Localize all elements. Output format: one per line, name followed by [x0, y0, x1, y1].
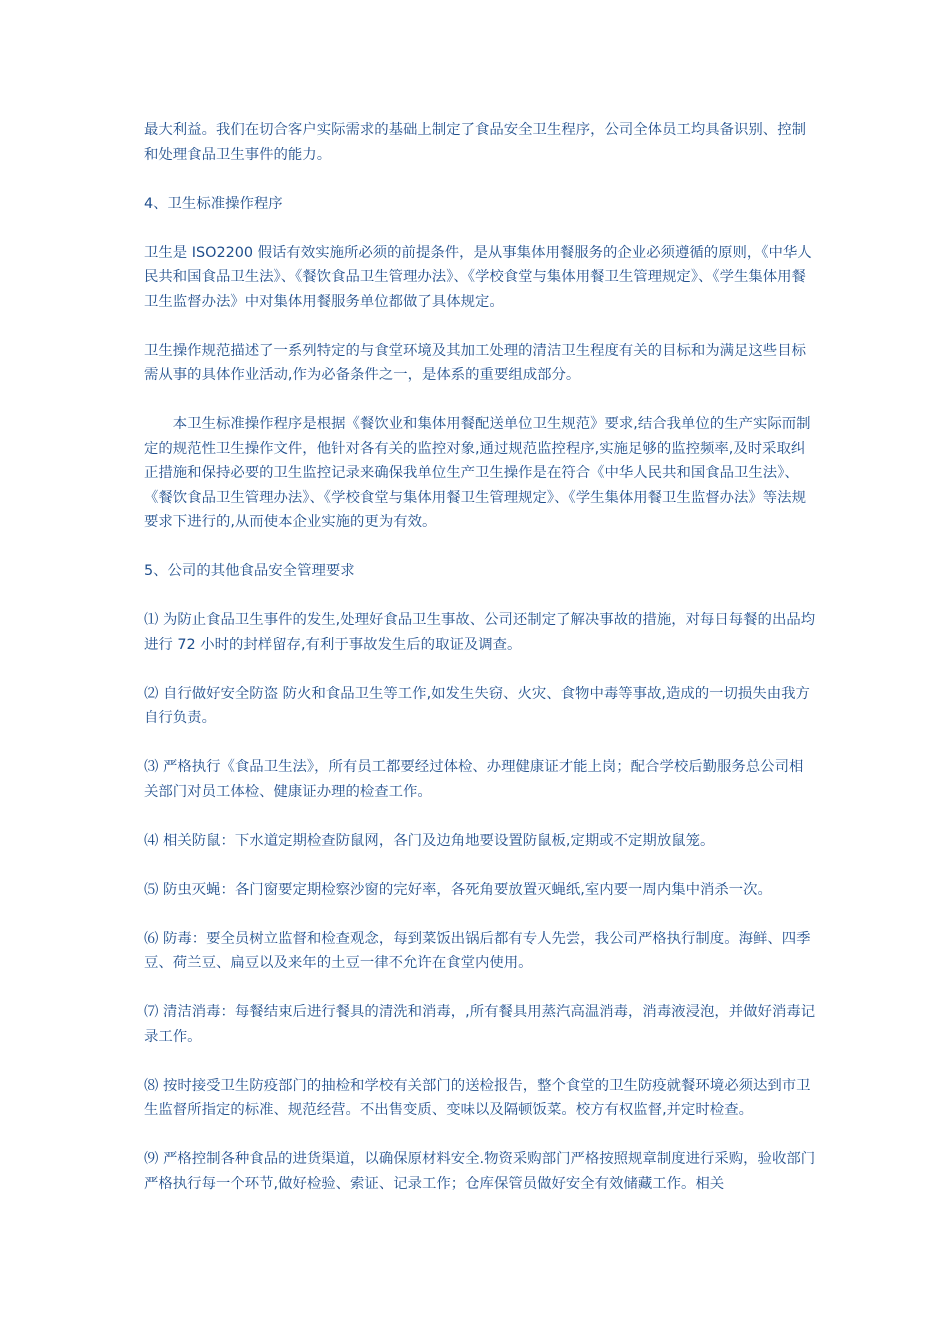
list-item-1: ⑴ 为防止食品卫生事件的发生,处理好食品卫生事故、公司还制定了解决事故的措施，对每日每餐的出品均进行 72 小时的封样留存,有利于事故发生后的取证及调查。 [144, 612, 816, 653]
section-heading-5: 5、公司的其他食品安全管理要求 [144, 563, 355, 579]
list-item-5: ⑸ 防虫灭蝇：各门窗要定期检察沙窗的完好率，各死角要放置灭蝇纸,室内要一周内集中消杀一次。 [144, 881, 772, 898]
list-item-7: ⑺ 清洁消毒：每餐结束后进行餐具的清洗和消毒，,所有餐具用蒸汽高温消毒，消毒液浸泡，并做好消毒记录工作。 [144, 1004, 816, 1045]
section-heading-4: 4、卫生标准操作程序 [144, 195, 283, 212]
paragraph-intro: 最大利益。我们在切合客户实际需求的基础上制定了食品安全卫生程序，公司全体员工均具备识别、控制和处理食品卫生事件的能力。 [144, 122, 806, 163]
paragraph-hygiene-spec: 卫生操作规范描述了一系列特定的与食堂环境及其加工处理的清洁卫生程度有关的目标和为满足这些目标需从事的具体作业活动,作为必备条件之一，是体系的重要组成部分。 [144, 342, 806, 383]
list-item-8: ⑻ 按时接受卫生防疫部门的抽检和学校有关部门的送检报告，整个食堂的卫生防疫就餐环境必须达到市卫生监督所指定的标准、规范经营。不出售变质、变味以及隔顿饭菜。校方有权监督,并定时检查。 [144, 1077, 811, 1118]
list-item-3: ⑶ 严格执行《食品卫生法》，所有员工都要经过体检、办理健康证才能上岗；配合学校后勤服务总公司相关部门对员工体检、健康证办理的检查工作。 [144, 759, 804, 800]
list-item-4: ⑷ 相关防鼠：下水道定期检查防鼠网，各门及边角地要设置防鼠板,定期或不定期放鼠笼。 [144, 832, 715, 849]
paragraph-sop-basis: 本卫生标准操作程序是根据《餐饮业和集体用餐配送单位卫生规范》要求,结合我单位的生产实际而制定的规范性卫生操作文件，他针对各有关的监控对象,通过规范监控程序,实施足够的监控频率,及时采取纠正措施和保持必要的卫生监控记录来确保我单位生产卫生操作是在符合《中华人民共和国食品卫生法》、《餐饮食品卫生管理办法》、《学校食堂与集体用餐卫生管理规定》、《学生集体用餐卫生监督办法》等法规要求下进行的,从而使本企业实施的更为有效。 [144, 416, 811, 530]
document-page [144, 118, 816, 1221]
list-item-9: ⑼ 严格控制各种食品的进货渠道，以确保原材料安全.物资采购部门严格按照规章制度进行采购，验收部门严格执行每一个环节,做好检验、索证、记录工作；仓库保管员做好安全有效储藏工作。相关 [144, 1151, 816, 1192]
list-item-6: ⑹ 防毒：要全员树立监督和检查观念，每到菜饭出锅后都有专人先尝，我公司严格执行制度。海鲜、四季豆、荷兰豆、扁豆以及来年的土豆一律不允许在食堂内使用。 [144, 930, 811, 971]
list-item-2: ⑵ 自行做好安全防盗 防火和食品卫生等工作,如发生失窃、火灾、食物中毒等事故,造成的一切损失由我方自行负责。 [144, 685, 810, 726]
paragraph-hygiene-prerequisite: 卫生是 ISO2200 假话有效实施所必须的前提条件，是从事集体用餐服务的企业必须遵循的原则，《中华人民共和国食品卫生法》、《餐饮食品卫生管理办法》、《学校食堂与集体用餐卫生管理规定》、《学生集体用餐卫生监督办法》中对集体用餐服务单位都做了具体规定。 [144, 244, 812, 310]
